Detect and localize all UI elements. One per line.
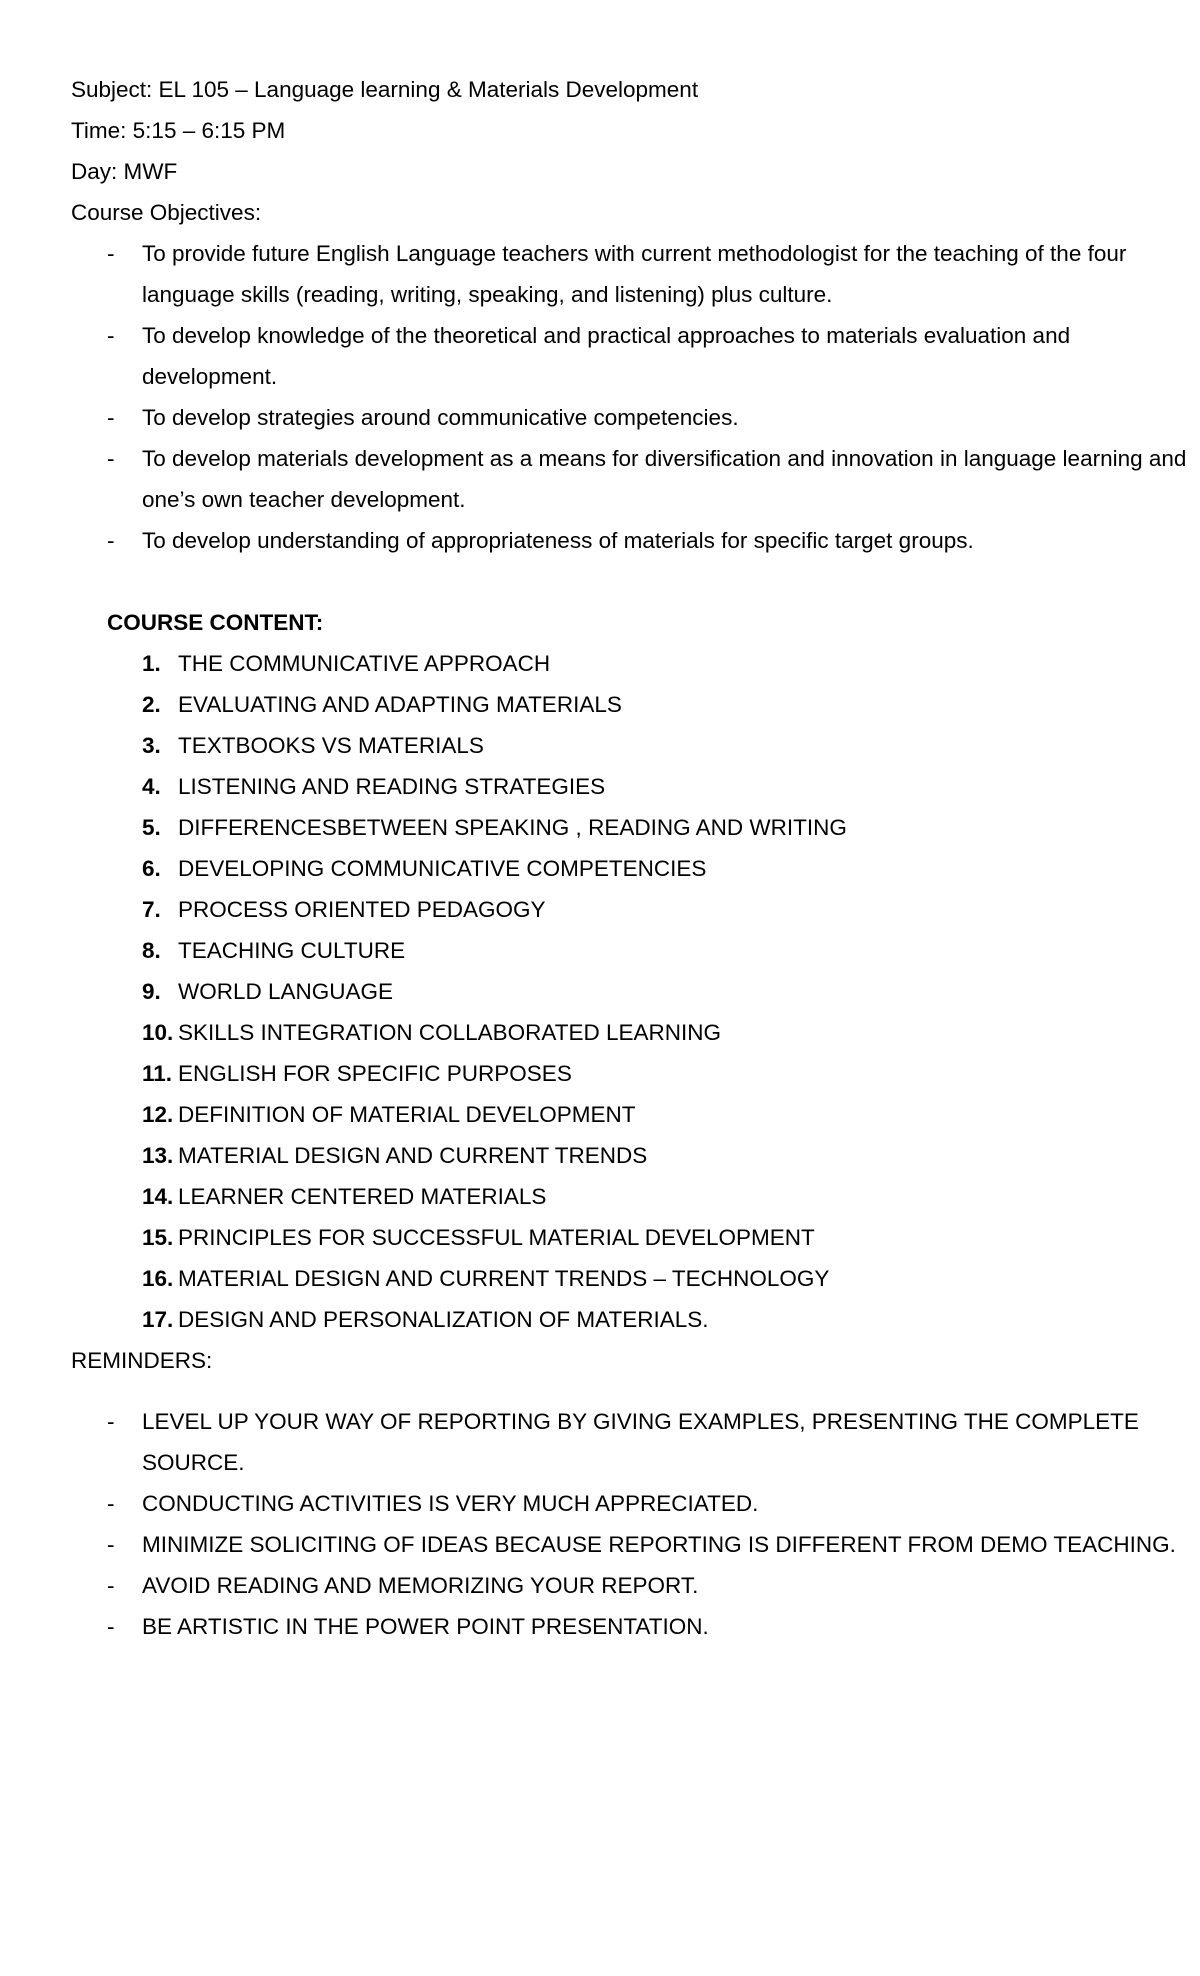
objective-text: To develop strategies around communicative competencies. [142,405,739,430]
item-number: 9. [142,979,161,1004]
reminder-item [71,1401,1200,1483]
content-item [71,1217,1200,1258]
item-text: DEFINITION OF MATERIAL DEVELOPMENT [178,1102,636,1127]
item-text: EVALUATING AND ADAPTING MATERIALS [178,692,622,717]
content-item [71,1135,1200,1176]
item-text: THE COMMUNICATIVE APPROACH [178,651,551,676]
item-number: 6. [142,856,161,881]
content-item [71,1176,1200,1217]
content-item [71,1012,1200,1053]
item-number: 16. [142,1266,174,1291]
objective-item [71,520,1200,561]
item-text: SKILLS INTEGRATION COLLABORATED LEARNING [178,1020,722,1045]
objective-item [71,438,1200,520]
objective-item [71,233,1200,315]
reminder-item [71,1565,1200,1606]
item-text: WORLD LANGUAGE [178,979,394,1004]
bullet-dash: - [107,1409,115,1434]
item-number: 7. [142,897,161,922]
objective-item [71,315,1200,397]
bullet-dash: - [107,446,115,471]
bullet-dash: - [107,241,115,266]
item-text: MATERIAL DESIGN AND CURRENT TRENDS – TECHNOLOGY [178,1266,830,1291]
objective-item [71,397,1200,438]
content-item [71,971,1200,1012]
content-item [71,889,1200,930]
bullet-dash: - [107,1491,115,1516]
item-number: 8. [142,938,161,963]
item-number: 5. [142,815,161,840]
content-item [71,684,1200,725]
item-text: DEVELOPING COMMUNICATIVE COMPETENCIES [178,856,707,881]
item-text: PRINCIPLES FOR SUCCESSFUL MATERIAL DEVELOPMENT [178,1225,815,1250]
reminder-text: BE ARTISTIC IN THE POWER POINT PRESENTATION. [142,1614,709,1639]
time-line: Time: 5:15 – 6:15 PM [71,118,286,143]
objective-text: To provide future English Language teachers with current methodologist for the teaching of the four language skills (reading, writing, speaking, and listening) plus culture. [142,241,1127,307]
item-number: 12. [142,1102,174,1127]
objective-text: To develop understanding of appropriateness of materials for specific target groups. [142,528,974,553]
course-content-list [71,643,1200,1340]
item-text: PROCESS ORIENTED PEDAGOGY [178,897,546,922]
item-number: 15. [142,1225,174,1250]
bullet-dash: - [107,528,115,553]
reminders-label: REMINDERS: [71,1348,213,1373]
objective-text: To develop knowledge of the theoretical and practical approaches to materials evaluation and development. [142,323,1071,389]
spacer [71,561,1200,602]
item-number: 17. [142,1307,174,1332]
item-text: LISTENING AND READING STRATEGIES [178,774,606,799]
item-text: ENGLISH FOR SPECIFIC PURPOSES [178,1061,572,1086]
reminder-item [71,1524,1200,1565]
objective-text: To develop materials development as a means for diversification and innovation in language learning and one’s own teacher development. [142,446,1187,512]
content-item [71,1258,1200,1299]
reminders-list [71,1401,1200,1647]
content-item [71,1094,1200,1135]
item-text: LEARNER CENTERED MATERIALS [178,1184,547,1209]
item-number: 14. [142,1184,174,1209]
bullet-dash: - [107,405,115,430]
content-item [71,766,1200,807]
item-text: MATERIAL DESIGN AND CURRENT TRENDS [178,1143,648,1168]
reminders-gap [71,1381,1200,1401]
item-number: 13. [142,1143,174,1168]
content-item [71,725,1200,766]
item-text: DIFFERENCESBETWEEN SPEAKING , READING AND WRITING [178,815,847,840]
objectives-list [71,233,1200,561]
reminder-item [71,1483,1200,1524]
item-number: 4. [142,774,161,799]
content-item [71,1053,1200,1094]
course-content-heading: COURSE CONTENT: [107,610,324,635]
subject-line: Subject: EL 105 – Language learning & Materials Development [71,77,699,102]
objectives-label: Course Objectives: [71,200,262,225]
content-item [71,930,1200,971]
reminder-text: AVOID READING AND MEMORIZING YOUR REPORT. [142,1573,699,1598]
item-number: 11. [142,1061,173,1086]
item-text: TEACHING CULTURE [178,938,406,963]
day-line: Day: MWF [71,159,178,184]
content-item [71,807,1200,848]
bullet-dash: - [107,1532,115,1557]
item-text: TEXTBOOKS VS MATERIALS [178,733,484,758]
item-text: DESIGN AND PERSONALIZATION OF MATERIALS. [178,1307,709,1332]
item-number: 10. [142,1020,174,1045]
content-item [71,1299,1200,1340]
bullet-dash: - [107,323,115,348]
content-item [71,643,1200,684]
bullet-dash: - [107,1573,115,1598]
reminder-text: LEVEL UP YOUR WAY OF REPORTING BY GIVING EXAMPLES, PRESENTING THE COMPLETE SOURCE. [142,1409,1139,1475]
reminder-text: MINIMIZE SOLICITING OF IDEAS BECAUSE REPORTING IS DIFFERENT FROM DEMO TEACHING. [142,1532,1176,1557]
reminder-text: CONDUCTING ACTIVITIES IS VERY MUCH APPRECIATED. [142,1491,759,1516]
content-item [71,848,1200,889]
item-number: 1. [142,651,161,676]
item-number: 2. [142,692,161,717]
bullet-dash: - [107,1614,115,1639]
reminder-item [71,1606,1200,1647]
item-number: 3. [142,733,161,758]
